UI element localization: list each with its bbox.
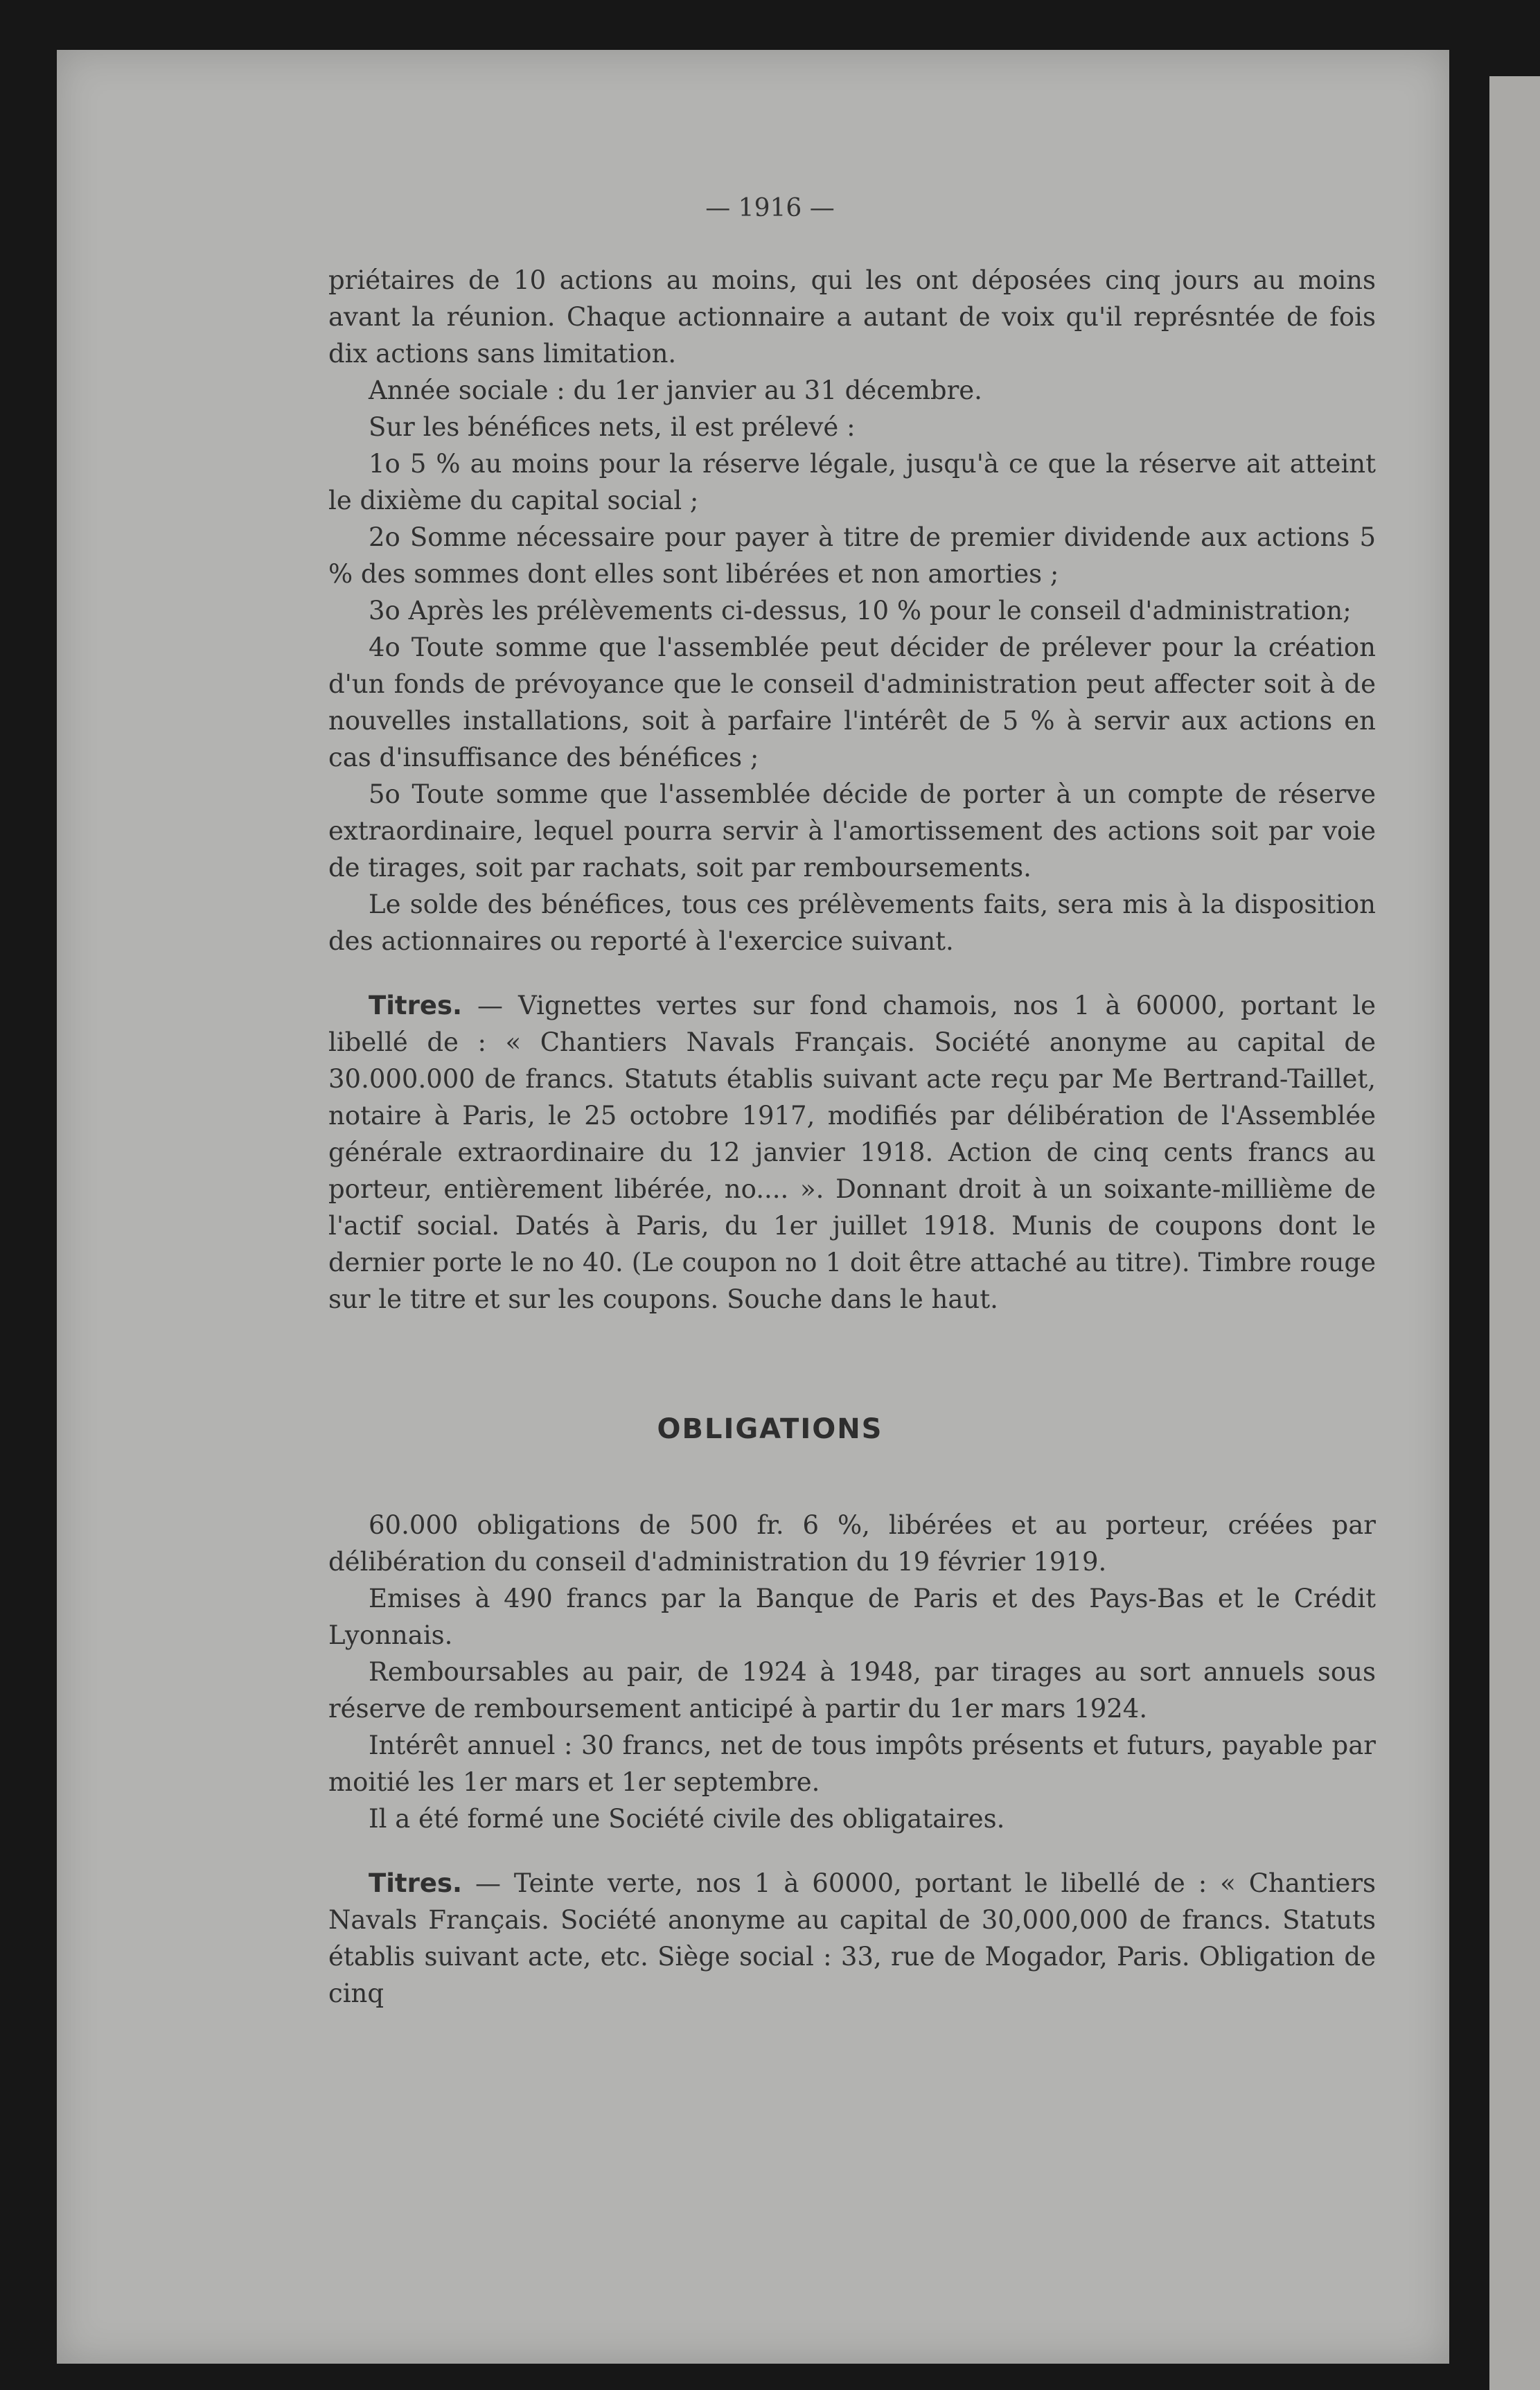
titres-label: Titres.	[369, 1868, 463, 1898]
paragraph: Emises à 490 francs par la Banque de Paris et des Pays-Bas et le Crédit Lyonnais.	[328, 1584, 1376, 1650]
titres-label: Titres.	[369, 991, 463, 1020]
adjacent-page-edge	[1489, 76, 1540, 2390]
paragraph: 1o 5 % au moins pour la réserve légale, jusqu'à ce que la réserve ait atteint le dixième du capital social ;	[328, 449, 1376, 515]
paragraph: Il a été formé une Société civile des obligataires.	[369, 1804, 1005, 1834]
titres-text: — Teinte verte, nos 1 à 60000, portant le libellé de : « Chantiers Navals Français. Société anonyme au capital de 30,000,000 de francs. Statuts établis suivant acte, etc. Siège social : 33, rue de Mogador, Paris. Obligation de cinq	[328, 1868, 1376, 2008]
paragraph: 5o Toute somme que l'assemblée décide de porter à un compte de réserve extraordinaire, lequel pourra servir à l'amortissement des actions soit par voie de tirages, soit par rachats, soit par remboursements.	[328, 779, 1376, 883]
titres-text: — Vignettes vertes sur fond chamois, nos 1 à 60000, portant le libellé de : « Chantiers Navals Français. Société anonyme au capital de 30.000.000 de francs. Statuts établis suivant acte reçu par Me Bertrand-Taillet, notaire à Paris, le 25 octobre 1917, modifiés par délibération de l'Assemblée générale extraordinaire du 12 janvier 1918. Action de cinq cents francs au porteur, entièrement libérée, no.... ». Donnant droit à un soixante-millième de l'actif social. Datés à Paris, du 1er juillet 1918. Munis de coupons dont le dernier porte le no 40. (Le coupon no 1 doit être attaché au titre). Timbre rouge sur le titre et sur les coupons. Souche dans le haut.	[328, 991, 1376, 1314]
actions-text-block	[328, 262, 1376, 1318]
paragraph: Le solde des bénéfices, tous ces prélèvements faits, sera mis à la disposition des actionnaires ou reporté à l'exercice suivant.	[328, 889, 1376, 956]
paragraph: Année sociale : du 1er janvier au 31 décembre.	[369, 375, 982, 405]
obligations-heading: OBLIGATIONS	[657, 1413, 883, 1445]
paragraph: priétaires de 10 actions au moins, qui les ont déposées cinq jours au moins avant la réunion. Chaque actionnaire a autant de voix qu'il représntée de fois dix actions sans limitation.	[328, 265, 1376, 369]
paragraph: Sur les bénéfices nets, il est prélevé :	[369, 412, 856, 442]
paragraph: 3o Après les prélèvements ci-dessus, 10 % pour le conseil d'administration;	[369, 596, 1352, 626]
page-number: — 1916 —	[705, 194, 835, 222]
paragraph: 60.000 obligations de 500 fr. 6 %, libérées et au porteur, créées par délibération du conseil d'administration du 19 février 1919.	[328, 1510, 1376, 1577]
obligations-text-block	[328, 1507, 1376, 2012]
paragraph: Intérêt annuel : 30 francs, net de tous impôts présents et futurs, payable par moitié les 1er mars et 1er septembre.	[328, 1730, 1376, 1797]
titres-actions-paragraph	[328, 987, 1376, 1318]
paragraph: 2o Somme nécessaire pour payer à titre de premier dividende aux actions 5 % des sommes dont elles sont libérées et non amorties ;	[328, 522, 1376, 589]
paragraph: 4o Toute somme que l'assemblée peut décider de prélever pour la création d'un fonds de prévoyance que le conseil d'administration peut affecter soit à de nouvelles installations, soit à parfaire l'intérêt de 5 % à servir aux actions en cas d'insuffisance des bénéfices ;	[328, 632, 1376, 772]
paragraph: Remboursables au pair, de 1924 à 1948, par tirages au sort annuels sous réserve de remboursement anticipé à partir du 1er mars 1924.	[328, 1657, 1376, 1724]
actions-paragraphs	[328, 262, 1376, 959]
titres-obligations-paragraph	[328, 1865, 1376, 2012]
